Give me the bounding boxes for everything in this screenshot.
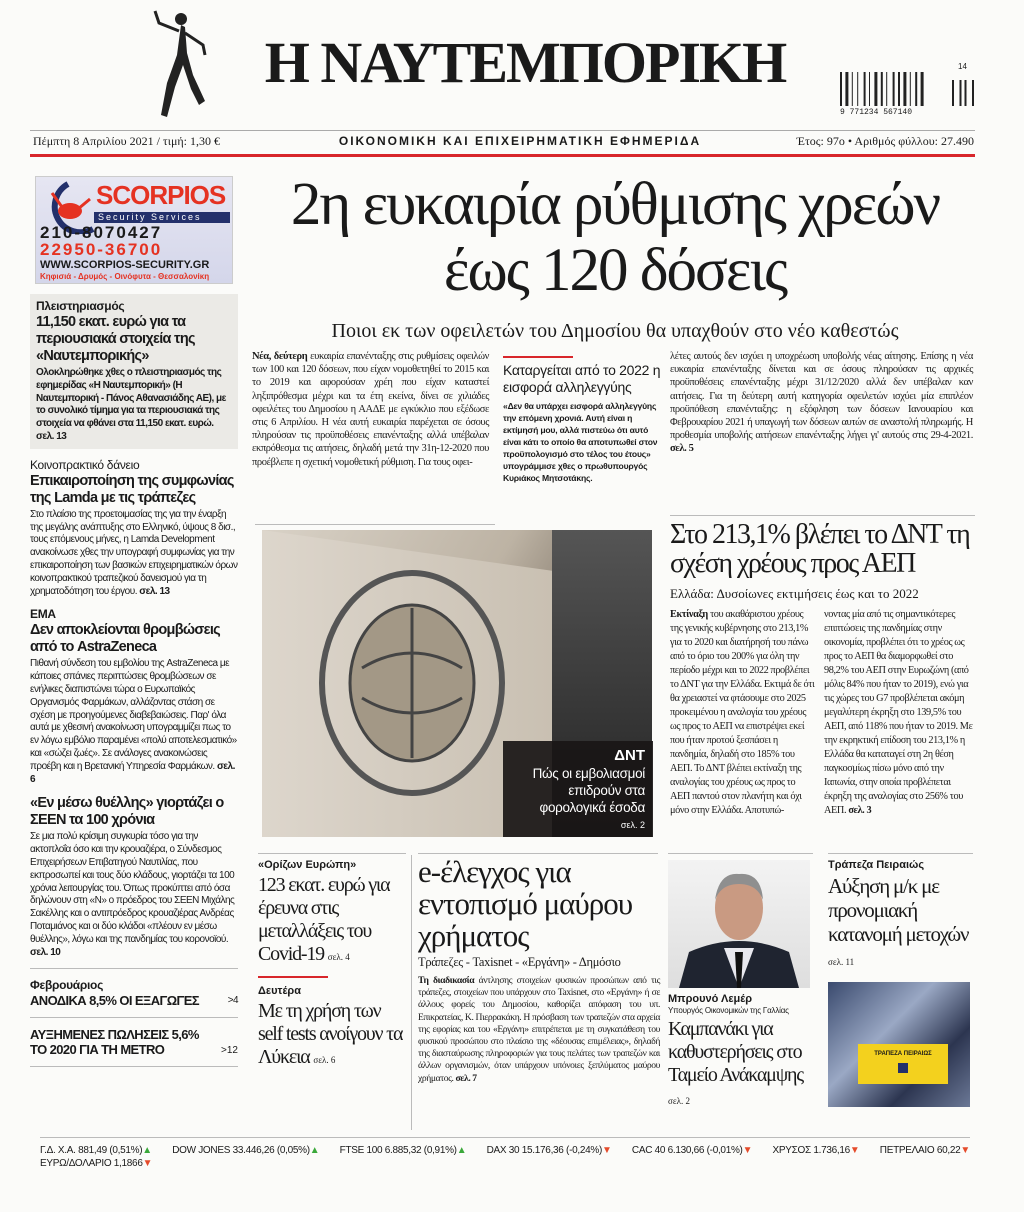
barcode-digits: 9 771234 567140 bbox=[840, 108, 913, 117]
ad-url[interactable]: WWW.SCORPIOS-SECURITY.GR bbox=[40, 259, 210, 271]
imf-caption[interactable] bbox=[503, 741, 653, 837]
story-auction[interactable] bbox=[30, 294, 238, 449]
ticker-item bbox=[340, 1144, 467, 1157]
arrow-down-icon: ▼ bbox=[849, 1145, 860, 1156]
story-seen[interactable] bbox=[30, 795, 238, 959]
red-rule bbox=[30, 154, 975, 157]
arrow-up-icon: ▲ bbox=[456, 1145, 467, 1156]
kicker: Δευτέρα bbox=[258, 985, 301, 997]
story-piraeus[interactable] bbox=[828, 858, 974, 974]
imf-seal-icon bbox=[302, 558, 522, 808]
brief-metro[interactable] bbox=[30, 1027, 238, 1057]
divider bbox=[30, 968, 238, 969]
kicker: Κοινοπρακτικό δάνειο bbox=[30, 457, 140, 472]
headline: 11,150 εκατ. ευρώ για τα περιουσιακά στοιχεία της «Ναυτεμπορικής» bbox=[36, 314, 195, 364]
ticker-value: 1.736,16 bbox=[813, 1145, 850, 1156]
headline: Δεν αποκλείονται θρομβώσεις από το AstraZeneca bbox=[30, 622, 220, 656]
divider bbox=[411, 855, 412, 1130]
left-column bbox=[30, 294, 238, 1067]
body: λέτες αυτούς δεν ισχύει η υποχρέωση υποβολής νέας αίτησης. Επίσης η νέα ευκαιρία επανένταξης δίνεται και σε όσους πληρούσαν τις αρχικές προϋποθέσεις επανένταξης μέχρι 31/12/2020 αλλά δεν υπέβαλαν καν αιτήσεις. Για τη δεύτερη αυτή κατηγορία οφειλετών ισχύει μία επιπλέον προϋπόθεση επανένταξης: η εξόφληση των δόσεων Ιανουαρίου και Φεβρουαρίου 2021 ή υπαγωγή των δόσεων αυτών σε αναστολή πληρωμής. Η προθεσμία υποβολής αιτήσεων επανένταξης λήγει γι' αυτούς στις 29-4-2021. bbox=[670, 351, 973, 442]
divider bbox=[828, 853, 973, 854]
ticker-item bbox=[632, 1144, 752, 1157]
divider bbox=[255, 524, 495, 525]
sidebar-solidarity[interactable] bbox=[503, 362, 663, 484]
headline: 123 εκατ. ευρώ για έρευνα στις μεταλλάξεις του Covid-19 bbox=[258, 874, 390, 965]
arrow-down-icon: ▼ bbox=[960, 1145, 970, 1156]
ticker-item bbox=[40, 1144, 152, 1157]
ad-tagline: Security Services bbox=[94, 212, 230, 223]
kicker: Φεβρουάριος bbox=[30, 978, 104, 993]
barcode bbox=[840, 62, 975, 122]
ad-locations: Κηφισιά - Δρυμός - Οινόφυτα - Θεσσαλονίκη bbox=[40, 272, 210, 281]
imf-article bbox=[670, 520, 975, 832]
ticker-label: ΧΡΥΣΟΣ bbox=[772, 1145, 811, 1156]
ad-brand: SCORPIOS bbox=[96, 180, 226, 210]
lead-headline[interactable]: 2η ευκαιρία ρύθμισης χρεών έως 120 δόσεις bbox=[290, 171, 940, 304]
person-portrait-icon bbox=[668, 860, 810, 988]
ticker-item bbox=[773, 1144, 860, 1157]
lede: Νέα, δεύτερη bbox=[252, 351, 308, 362]
page-ref: σελ. 5 bbox=[670, 443, 694, 455]
headline: e-έλεγχος για εντοπισμό μαύρου χρήματος bbox=[418, 854, 633, 953]
person-name: Μπρουνό Λεμέρ bbox=[668, 993, 753, 1005]
body: νοντας μία από τις σημαντικότερες επιπτώσεις της πανδημίας στην οικονομία, προβλέπει ότι το χρέος ως προς το ΑΕΠ θα διαμορφωθεί στο 98,2% του ΑΕΠ στην Ευρωζώνη (από μόλις 84% που ήταν το 2019), ενώ για τις χώρες του G7 προβλέπεται ακόμη μεγαλύτερη έκρηξη στο 139,5% του ΑΕΠ, από 118% που ήταν το 2019. Με την εκρηκτική επίδοση του 213,1% η Ελλάδα θα καταταγεί στη 2η θέση παγκοσμίως πίσω μόνο από την Ιαπωνία, στην οποία προβλέπεται έκρηξη της αναλογίας στο 256% του ΑΕΠ. bbox=[824, 609, 973, 816]
divider bbox=[258, 853, 406, 854]
story-ema[interactable] bbox=[30, 607, 238, 786]
imf-body-col1 bbox=[670, 608, 816, 818]
body: Ολοκληρώθηκε χθες ο πλειστηριασμός της εφημερίδας «Η Ναυτεμπορική» (Η Ναυτεμπορική - Πάνος Αθανασιάδης ΑΕ), με το συνολικό τίμημα για τα περιουσιακά της στοιχεία να φθάνει στα 11,150 εκατ. ευρώ. bbox=[36, 367, 226, 430]
story-horizon[interactable] bbox=[258, 858, 408, 969]
ad-phone2: 22950-36700 bbox=[40, 240, 163, 259]
body: «Δεν θα υπάρχει εισφορά αλληλεγγύης την επόμενη χρονιά. Αυτή είναι η εκτίμησή μου, αλλά πιστεύω ότι αυτό είναι κάτι το οποίο θα αποτυπωθεί στον προϋπολογισμό στο τέλος του έτους» υπογράμμισε χθες ο πρωθυπουργός Κυριάκος Μητσοτάκης. bbox=[503, 401, 658, 483]
page-ref: σελ. 7 bbox=[455, 1072, 477, 1084]
page-ref: σελ. 6 bbox=[313, 1055, 336, 1065]
caption-text: Πώς οι εμβολιασμοί επιδρούν στα φορολογικά έσοδα bbox=[532, 766, 645, 815]
kicker: ΕΜΑ bbox=[30, 607, 56, 622]
page-ref: >4 bbox=[227, 995, 238, 1007]
imf-body-col2 bbox=[824, 608, 974, 818]
arrow-down-icon: ▼ bbox=[142, 1158, 153, 1169]
caption-kicker: ΔΝΤ bbox=[614, 747, 645, 764]
sign-text: ΤΡΑΠΕΖΑ ΠΕΙΡΑΙΩΣ bbox=[874, 1051, 932, 1057]
arrow-up-icon: ▲ bbox=[309, 1145, 320, 1156]
bottom-col-a bbox=[258, 858, 408, 1072]
headline: Αύξηση μ/κ με προνομιακή κατανομή μετοχών bbox=[828, 874, 969, 946]
bottom-col-c bbox=[668, 860, 815, 1113]
headline: Επικαιροποίηση της συμφωνίας της Lamda με τις τράπεζες bbox=[30, 472, 234, 506]
ticker-label: ΕΥΡΩ/ΔΟΛΑΡΙΟ bbox=[40, 1158, 112, 1169]
ticker-item bbox=[880, 1144, 970, 1157]
page-ref: σελ. 11 bbox=[828, 957, 855, 967]
divider bbox=[668, 853, 813, 854]
page-ref: >12 bbox=[221, 1045, 238, 1057]
imf-headline[interactable]: Στο 213,1% βλέπει το ΔΝΤ τη σχέση χρέους προς ΑΕΠ bbox=[670, 519, 970, 579]
bank-sign bbox=[858, 1044, 948, 1084]
page-ref: σελ. 13 bbox=[139, 585, 170, 597]
ticker-item bbox=[487, 1144, 612, 1157]
arrow-down-icon: ▼ bbox=[742, 1145, 753, 1156]
body: Σε μια πολύ κρίσιμη συγκυρία τόσο για την ακτοπλοΐα όσο και την κρουαζιέρα, ο Σύνδεσμος Επιχειρήσεων Επιβατηγού Ναυτιλίας, που εκπροσωπεί και τους δύο κλάδους, γιορτάζει τα 100 χρόνια λειτουργίας του. Όπως προκύπτει από όσα δηλώνουν στη «Ν» ο πρόεδρος του ΣΕΕΝ Μιχάλης Σακέλλης και ο αντιπρόεδρος κρουαζιέρας Ανδρέας Ποταμιάνος και οι δύο κλάδοι «πλέουν εν μέσω θυέλλης», λόγω και της πανδημίας του κορονοϊού. bbox=[30, 831, 235, 945]
page-ref: σελ. 6 bbox=[30, 760, 235, 785]
body: άντλησης στοιχείων φυσικών προσώπων από τις τράπεζες, στοιχείων που υπάρχουν στο Taxisnet, στο «Εργάνη» ή σε άλλους φορείς του Δημοσίου, καθορίζει απόφαση του υπ. Επικρατείας, Κ. Πιερρακάκη. Η πρόσβαση των τραπεζών στα αρχεία της εφορίας και του «Εργάνη» επιτρέπεται με τη συγκατάθεση του φυσικού προσώπου στο πλαίσιο της «δέουσας επιμέλειας», δηλαδή της διασταύρωσης πληροφοριών για τους πελάτες των τραπεζών και άλλων οργανισμών, όταν υπάρχουν υπόνοιες ξεπλύματος μαύρου χρήματος. bbox=[418, 975, 660, 1084]
issue-code: 14 bbox=[958, 62, 967, 71]
ticker-value: 6.130,66 (-0,01%) bbox=[667, 1145, 743, 1156]
person-role: Υπουργός Οικονομικών της Γαλλίας bbox=[668, 1006, 789, 1015]
headline: «Εν μέσω θυέλλης» γιορτάζει ο ΣΕΕΝ τα 100 χρόνια bbox=[30, 795, 224, 829]
ticker-label: Γ.Δ. Χ.Α. bbox=[40, 1145, 76, 1156]
kicker: Τράπεζα Πειραιώς bbox=[828, 859, 925, 871]
headline: Με τη χρήση των self tests ανοίγουν τα Λύκεια bbox=[258, 1000, 403, 1068]
lead-subhead: Ποιοι εκ των οφειλετών του Δημοσίου θα υπαχθούν στο νέο καθεστώς bbox=[331, 320, 899, 342]
divider bbox=[670, 515, 975, 516]
story-e-check[interactable] bbox=[418, 856, 660, 1085]
tagline: ΟΙΚΟΝΟΜΙΚΗ ΚΑΙ ΕΠΙΧΕΙΡΗΜΑΤΙΚΗ ΕΦΗΜΕΡΙΔΑ bbox=[338, 134, 702, 148]
lede: Εκτίναξη bbox=[670, 609, 708, 620]
scorpios-ad[interactable] bbox=[35, 176, 233, 284]
ticker-value: 15.176,36 (-0,24%) bbox=[521, 1145, 602, 1156]
market-ticker bbox=[40, 1144, 970, 1170]
issue-info: Έτος: 97ο • Αριθμός φύλλου: 27.490 bbox=[796, 134, 974, 148]
imf-subhead: Ελλάδα: Δυσοίωνες εκτιμήσεις έως και το 2022 bbox=[670, 586, 919, 601]
body: του ακαθάριστου χρέους της γενικής κυβέρνησης στο 213,1% για το 2020 και διατήρησή του πάνω από το όριο του 200% για όλη την περίοδο μέχρι και το 2022 προβλέπει το ΔΝΤ για την Ελλάδα. Εκτιμά δε ότι θα χρειαστεί να φτάσουμε στο 2025 προκειμένου η αναλογία του χρέους ως προς το ΑΕΠ να επιστρέψει εκεί που ήταν προτού ξεσπάσει η πανδημία, δηλαδή στο 185% του ΑΕΠ. Το ΔΝΤ βλέπει εκτίναξη της αναλογίας του χρέους ως προς το ΑΕΠ παντού στον πλανήτη και όχι μόνο στην Ελλάδα. Αποτυπώ- bbox=[670, 609, 815, 816]
ticker-label: ΠΕΤΡΕΛΑΙΟ bbox=[879, 1145, 935, 1156]
bottom-col-d bbox=[828, 858, 974, 1107]
ticker-label: DOW JONES bbox=[172, 1145, 231, 1156]
ticker-label: DAX 30 bbox=[486, 1145, 520, 1156]
story-lamda[interactable] bbox=[30, 458, 238, 599]
lemaire-photo[interactable] bbox=[668, 860, 810, 988]
ticker-label: CAC 40 bbox=[631, 1145, 666, 1156]
ticker-value: 881,49 (0,51%) bbox=[78, 1145, 143, 1156]
page-ref: σελ. 2 bbox=[668, 1096, 690, 1106]
arrow-up-icon: ▲ bbox=[142, 1145, 152, 1156]
barcode-icon bbox=[840, 72, 975, 110]
headline: ΑΝΟΔΙΚΑ 8,5% ΟΙ ΕΞΑΓΩΓΕΣ bbox=[30, 993, 200, 1009]
lede: Τη διαδικασία bbox=[418, 975, 475, 986]
piraeus-photo[interactable] bbox=[828, 982, 970, 1107]
ticker-value: 33.446,26 (0,05%) bbox=[232, 1145, 310, 1156]
kicker: Πλειστηριασμός bbox=[36, 299, 125, 313]
lead-body-col1 bbox=[252, 350, 489, 469]
masthead-title: Η ΝΑΥΤΕΜΠΟΡΙΚΗ bbox=[264, 30, 786, 95]
page-ref: σελ. 4 bbox=[327, 952, 350, 962]
ticker-value: 1,1866 bbox=[113, 1158, 143, 1169]
divider bbox=[30, 1017, 238, 1018]
body: Πιθανή σύνδεση του εμβολίου της AstraZeneca με κάποιες σπάνιες περιπτώσεις θρομβώσεων σε ενήλικες διαπιστώνει τώρα ο Ευρωπαϊκός Οργανισμός Φαρμάκων, αλλάζοντας στάση σε σχέση με προηγούμενες διαβεβαιώσεις. Παρ' όλα αυτά με χθεσινή ανακοίνωση υπογραμμίζει πως το εν λόγω εμβόλιο παραμένει «πολύ αποτελεσματικό» και «σώζει ζωές». Σε ανάλογες ανακοινώσεις προέβη και η Βρετανική Υπηρεσία Φαρμάκων. bbox=[30, 658, 237, 772]
headline: Καταργείται από το 2022 η εισφορά αλληλεγγύης bbox=[503, 362, 661, 395]
page-ref: σελ. 10 bbox=[30, 946, 61, 958]
ticker-item bbox=[172, 1144, 319, 1157]
brief-exports[interactable] bbox=[30, 978, 238, 1008]
body: Στο πλαίσιο της προετοιμασίας της για την έναρξη της μεγάλης ανάπτυξης στο Ελληνικό, ύψους 8 δισ., τους επόμενους μήνες, η Lamda Development ανακοίνωσε χθες την υπογραφή συμφωνίας για την επικαιροποίηση των βασικών επιχειρηματικών όρων κοινοπρακτικού τραπεζικού δανεισμού για τη χρηματοδότηση του έργου. bbox=[30, 508, 238, 597]
subhead: Τράπεζες - Taxisnet - «Εργάνη» - Δημόσιο bbox=[418, 955, 621, 969]
lead-body-col2 bbox=[670, 350, 973, 456]
red-accent bbox=[503, 356, 573, 358]
divider bbox=[40, 1137, 970, 1138]
date-price: Πέμπτη 8 Απριλίου 2021 / τιμή: 1,30 € bbox=[33, 134, 220, 148]
page-ref: σελ. 13 bbox=[36, 430, 67, 442]
ticker-value: 6.885,32 (0,91%) bbox=[384, 1145, 457, 1156]
ticker-label: FTSE 100 bbox=[339, 1145, 383, 1156]
headline: Καμπανάκι για καθυστερήσεις στο Ταμείο Ανάκαμψης bbox=[668, 1018, 803, 1086]
divider bbox=[30, 130, 975, 131]
divider bbox=[30, 1066, 238, 1067]
ticker-value: 60,22 bbox=[936, 1145, 961, 1156]
arrow-down-icon: ▼ bbox=[602, 1145, 612, 1156]
story-self-tests[interactable] bbox=[258, 984, 408, 1072]
story-lemaire[interactable] bbox=[668, 993, 815, 1113]
ticker-item bbox=[40, 1157, 152, 1170]
ad-phone1: 210-8070427 bbox=[40, 223, 163, 242]
red-accent bbox=[258, 976, 328, 978]
headline: ΑΥΞΗΜΕΝΕΣ ΠΩΛΗΣΕΙΣ 5,6% ΤΟ 2020 ΓΙΑ ΤΗ METRO bbox=[30, 1027, 199, 1058]
page-ref: σελ. 2 bbox=[620, 820, 645, 830]
body: ευκαιρία επανένταξης στις ρυθμίσεις οφειλών των 100 και 120 δόσεων, που είχαν νομοθετηθεί το 2015 και το 2019 και αφορούσαν χρέη που είχαν καταστεί ληξιπρόθεσμα μέχρι και τα έτη εκείνα, δίνει σε χιλιάδες οφειλέτες του Δημοσίου η ΑΑΔΕ με εγκύκλιο που εξέδωσε στις 6 Απριλίου. Η νέα αυτή ευκαιρία παρέχεται σε όσους πληρούσαν τις προϋποθέσεις επανένταξης αλλά υπέβαλαν εκπρόθεσμα τις αιτήσεις, δηλαδή μετά την 31η-12-2020 που προέβλεπε η σχετική νομοθετική ρύθμιση. Για τους οφει- bbox=[252, 351, 489, 468]
kicker: «Ορίζων Ευρώπη» bbox=[258, 859, 357, 871]
page-ref: σελ. 3 bbox=[848, 805, 872, 816]
hermes-logo-icon bbox=[145, 5, 215, 125]
